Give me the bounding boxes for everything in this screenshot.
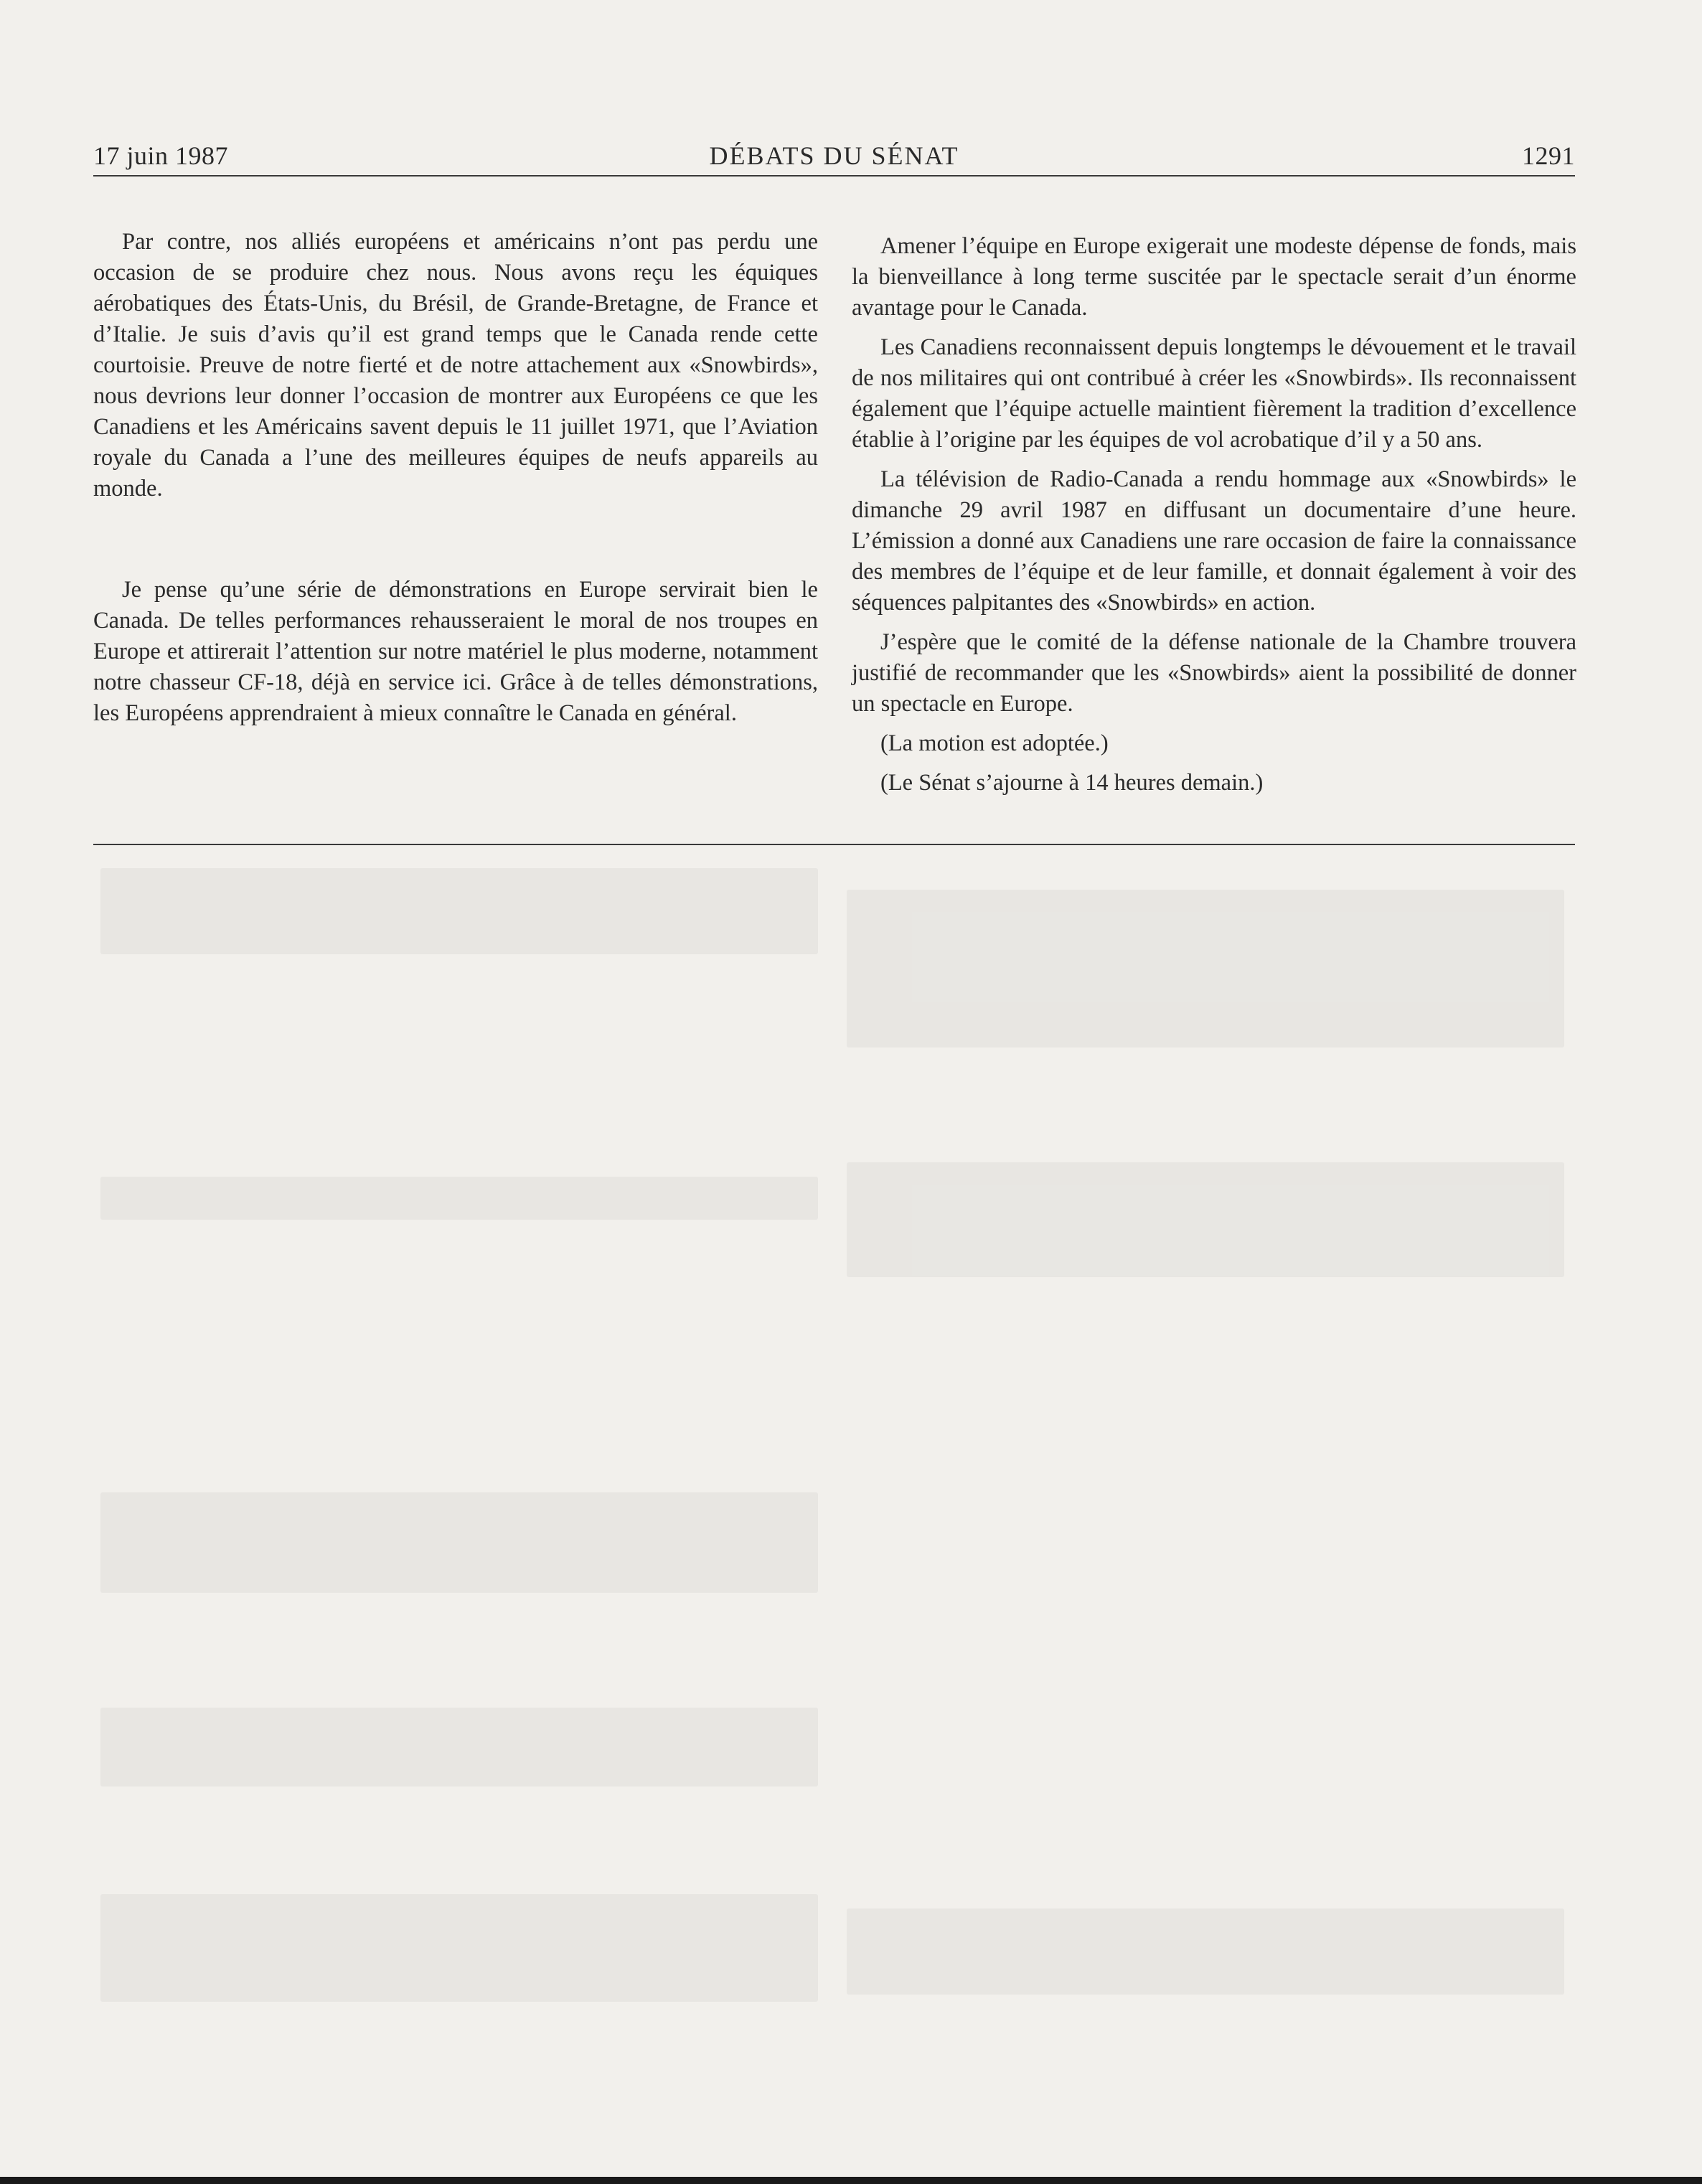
page-header bbox=[93, 141, 1575, 176]
show-through-shadow bbox=[847, 1908, 1564, 1995]
end-rule bbox=[93, 844, 1575, 845]
paragraph: Amener l’équipe en Europe exigerait une modeste dépense de fonds, mais la bienveillance à long terme suscitée par le spectacle serait d’un énorme avantage pour le Canada. bbox=[852, 233, 1576, 321]
show-through-shadow bbox=[847, 890, 1564, 1048]
header-date: 17 juin 1987 bbox=[93, 141, 229, 170]
header-title: DÉBATS DU SÉNAT bbox=[709, 141, 959, 170]
show-through-shadow bbox=[100, 868, 818, 954]
right-column bbox=[852, 231, 1576, 807]
scan-edge bbox=[0, 2177, 1702, 2184]
show-through-shadow bbox=[100, 1492, 818, 1593]
show-through-shadow bbox=[847, 1162, 1564, 1277]
adjournment-note: (Le Sénat s’ajourne à 14 heures demain.) bbox=[880, 770, 1264, 796]
paragraph: Par contre, nos alliés européens et américains n’ont pas perdu une occasion de se produire chez nous. Nous avons reçu les équiques aérobatiques des États-Unis, du Brésil, de Grande-Bretagne, de France et d’Italie. Je suis d’avis qu’il est grand temps que le Canada rende cette courtoisie. Preuve de notre fierté et de notre attachement aux «Snowbirds», nous devrions leur donner l’occasion de montrer aux Européens ce que les Canadiens et les Américains savent depuis le 11 juillet 1971, que l’Aviation royale du Canada a l’une des meilleures équipes de neufs appareils au monde. bbox=[93, 229, 818, 502]
paragraph: J’espère que le comité de la défense nationale de la Chambre trouvera justifié de recommander que les «Snowbirds» aient la possibilité de donner un spectacle en Europe. bbox=[852, 629, 1576, 717]
header-rule bbox=[93, 175, 1575, 176]
left-column bbox=[93, 227, 818, 738]
show-through-shadow bbox=[100, 1177, 818, 1220]
show-through-shadow bbox=[100, 1708, 818, 1787]
header-page-number: 1291 bbox=[1522, 141, 1575, 170]
motion-note: (La motion est adoptée.) bbox=[880, 730, 1109, 756]
paragraph: La télévision de Radio-Canada a rendu hommage aux «Snowbirds» le dimanche 29 avril 1987 en diffusant un documentaire d’une heure. L’émission a donné aux Canadiens une rare occasion de faire la connaissance des membres de l’équipe et de leur famille, et donnait également à voir des séquences palpitantes des «Snowbirds» en action. bbox=[852, 466, 1576, 616]
paragraph: Je pense qu’une série de démonstrations en Europe servirait bien le Canada. De telles performances rehausseraient le moral de nos troupes en Europe et attirerait l’attention sur notre matériel le plus moderne, notamment notre chasseur CF-18, déjà en service ici. Grâce à de telles démonstrations, les Européens apprendraient à mieux connaître le Canada en général. bbox=[93, 577, 818, 726]
paragraph: Les Canadiens reconnaissent depuis longtemps le dévouement et le travail de nos militaires qui ont contribué à créer les «Snowbirds». Ils reconnaissent également que l’équipe actuelle maintient fièrement la tradition d’excellence établie à l’origine par les équipes de vol acrobatique d’il y a 50 ans. bbox=[852, 334, 1576, 453]
show-through-shadow bbox=[100, 1894, 818, 2002]
